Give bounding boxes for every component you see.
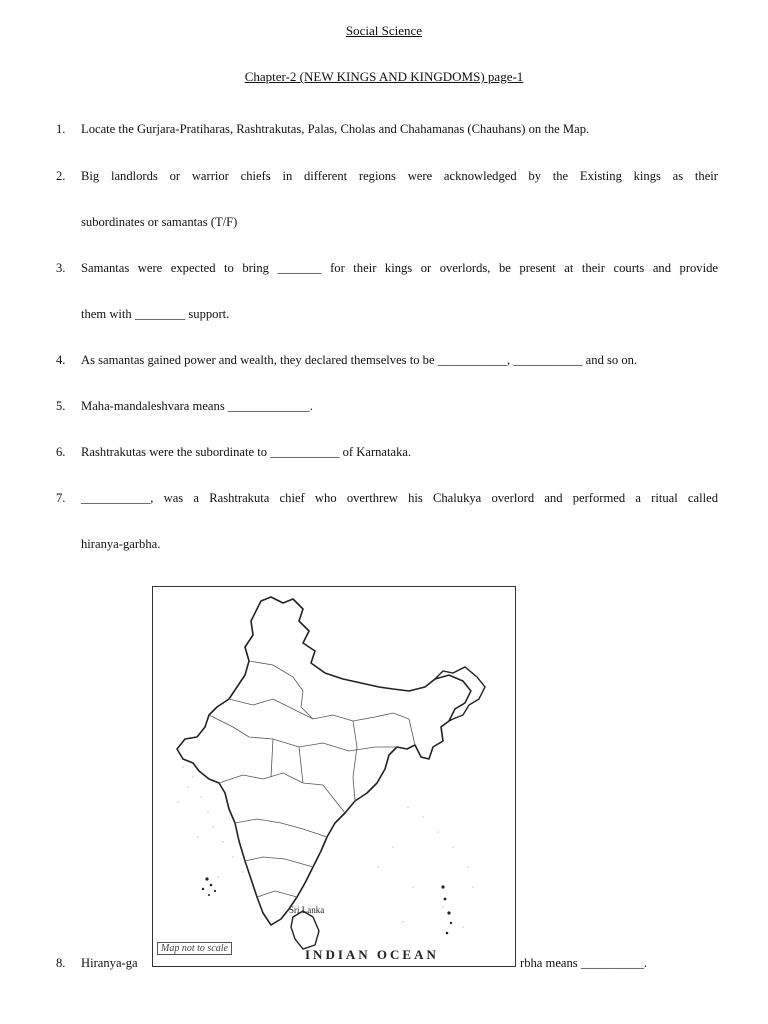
question-text: Big landlords or warrior chiefs in different regions were acknowledged by the Existing kings as their — [81, 169, 718, 183]
question-text: Locate the Gurjara-Pratiharas, Rashtrakutas, Palas, Cholas and Chahamanas (Chauhans) on the Map. — [81, 122, 590, 136]
chapter-title: Chapter-2 (NEW KINGS AND KINGDOMS) page-1 — [244, 69, 524, 84]
page-title: Social Science — [345, 23, 423, 38]
question-8 — [56, 956, 138, 971]
question-text-start: Hiranya-ga — [81, 956, 138, 970]
question-text-continued: subordinates or samantas (T/F) — [81, 215, 238, 229]
question-number: 8. — [56, 956, 66, 970]
map-scale-note: Map not to scale — [157, 942, 232, 955]
question-number: 7. — [56, 491, 66, 505]
question-text: ___________, was a Rashtrakuta chief who overthrew his Chalukya overlord and performed a ritual called — [81, 491, 718, 505]
question-text: Samantas were expected to bring _______ for their kings or overlords, be present at their courts and provide — [81, 261, 718, 275]
sri-lanka-outline — [291, 911, 319, 949]
question-number: 6. — [56, 445, 66, 459]
question-number: 2. — [56, 169, 66, 183]
question-number: 1. — [56, 122, 66, 136]
question-number: 5. — [56, 399, 66, 413]
question-number: 4. — [56, 353, 66, 367]
sri-lanka-label: Sri Lanka — [289, 905, 325, 915]
india-outline-map — [152, 586, 516, 967]
question-text: As samantas gained power and wealth, they declared themselves to be ___________, ___________ and so on. — [81, 353, 638, 367]
question-8-end: rbha means __________. — [520, 956, 647, 970]
question-text-continued: hiranya-garbha. — [81, 537, 161, 551]
question-text: Rashtrakutas were the subordinate to ___________ of Karnataka. — [81, 445, 412, 459]
question-text: Maha-mandaleshvara means _____________. — [81, 399, 313, 413]
indian-ocean-label: INDIAN OCEAN — [305, 947, 439, 962]
india-outline — [177, 597, 471, 925]
question-text-continued: them with ________ support. — [81, 307, 230, 321]
question-number: 3. — [56, 261, 66, 275]
india-map-drawing — [153, 587, 517, 968]
